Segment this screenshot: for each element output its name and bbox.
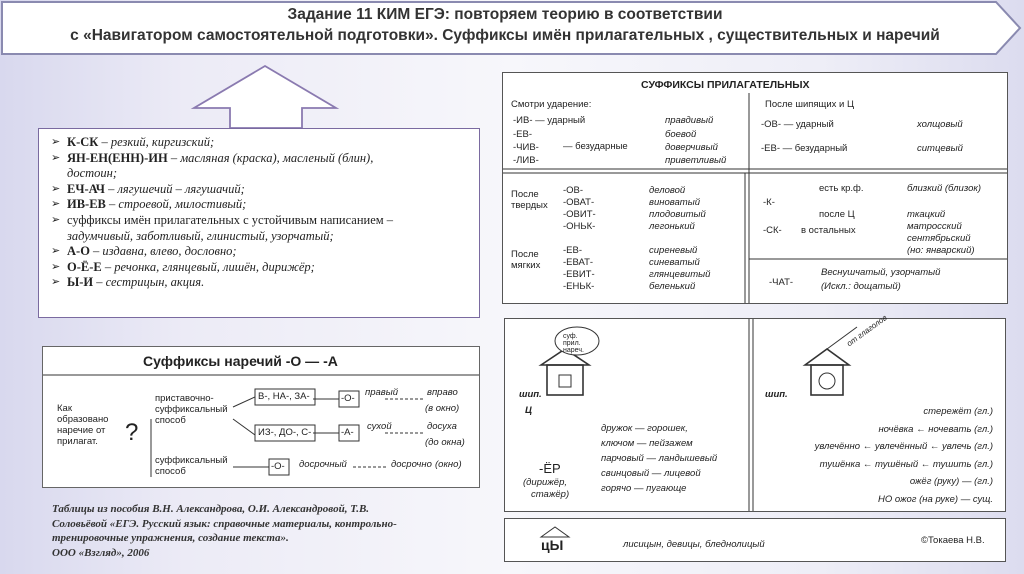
adverb-suffix3: -О- bbox=[271, 461, 285, 472]
hushing-label: шип. bbox=[519, 389, 542, 400]
adjective-iv: -ИВ- — ударный bbox=[513, 115, 586, 126]
adjective-k: -К- bbox=[763, 197, 775, 208]
adjective-soft-examples: сиреневый синеватый глянцевитый беленький bbox=[649, 245, 711, 292]
adjective-ev-unstressed: -ЕВ- — безударный bbox=[761, 143, 848, 154]
adjective-chat: -ЧАТ- bbox=[769, 277, 794, 288]
adjective-hard-examples: деловой виноватый плодовитый легонький bbox=[649, 185, 706, 232]
theory-list-box bbox=[38, 128, 480, 318]
tsy-suffix: цЫ bbox=[541, 537, 564, 553]
adjective-example: ткацкий bbox=[907, 209, 946, 220]
er-example: стажёр) bbox=[531, 489, 570, 500]
adjective-ov: -ОВ- — ударный bbox=[761, 119, 834, 130]
adverb-example1b: вправо bbox=[427, 387, 458, 398]
adverb-prefixes2: ИЗ-, ДО-, С- bbox=[258, 427, 312, 438]
source-citation: Таблицы из пособия В.Н. Александрова, О.И. Александровой, Т.В. Соловьёвой «ЕГЭ. Русский язык: справочные материалы, контрольно- тренировочные упражнения, создание текста». ООО «Взгляд», 2006 bbox=[52, 503, 397, 559]
adverb-title: Суффиксы наречий -О — -А bbox=[143, 353, 338, 369]
adverb-example3c: (окно) bbox=[435, 459, 462, 470]
adjective-hard-suffixes: -ОВ- -ОВАТ- -ОВИТ- -ОНЬК- bbox=[563, 185, 596, 232]
theory-item-cont: достоин; bbox=[67, 166, 118, 181]
adverb-suffix2: -А- bbox=[341, 427, 354, 438]
adjective-unstressed: — безударные bbox=[563, 141, 628, 152]
adjective-after-soft: После мягких bbox=[511, 249, 541, 271]
adjective-stress-note: Смотри ударение: bbox=[511, 99, 592, 110]
adverb-example1a: правый bbox=[365, 387, 399, 398]
adjective-example: холщовый bbox=[917, 119, 963, 130]
adjective-after-hushing: После шипящих и Ц bbox=[765, 99, 855, 110]
adjective-liv: -ЛИВ- bbox=[513, 155, 539, 166]
adverb-example1c: (в окно) bbox=[425, 403, 460, 414]
tsy-examples: лисицын, девицы, бледнолицый bbox=[623, 539, 765, 550]
hushing-label: шип. bbox=[765, 389, 788, 400]
header-title-line2: с «Навигатором самостоятельной подготовки». Суффиксы имён прилагательных , существительных и наречий bbox=[70, 27, 940, 44]
adjective-example: ситцевый bbox=[917, 143, 963, 154]
adjective-suffix-table bbox=[502, 72, 1008, 304]
o-e-suffix-diagram bbox=[504, 313, 1006, 512]
adjective-example: приветливый bbox=[665, 155, 727, 166]
theory-item: ➢ К-СК – резкий, киргизский; bbox=[51, 135, 215, 149]
theory-item: ➢ суффиксы имён прилагательных с устойчивым написанием – bbox=[51, 212, 394, 227]
adjective-soft-suffixes: -ЕВ- -ЕВАТ- -ЕВИТ- -ЕНЬК- bbox=[563, 245, 595, 292]
adjective-example: доверчивый bbox=[665, 142, 718, 153]
adjective-example: матросский bbox=[907, 221, 962, 232]
theory-item: ➢ О-Ё-Е – речонка, глянцевый, лишён, дирижёр; bbox=[51, 259, 315, 274]
theory-item: ➢ ЕЧ-АЧ – лягушечий – лягушачий; bbox=[51, 181, 245, 196]
theory-item-cont: задумчивый, заботливый, глинистый, узорчатый; bbox=[67, 228, 334, 243]
adjective-example: (Искл.: дощатый) bbox=[821, 281, 901, 292]
adjective-example: (но: январский) bbox=[907, 245, 975, 256]
adjective-k-rule2: после Ц bbox=[819, 209, 855, 220]
adverb-suffix-box bbox=[42, 346, 480, 488]
er-example: (дирижёр, bbox=[523, 477, 568, 488]
tsy-suffix-strip bbox=[504, 518, 1006, 562]
adverb-suffix1: -О- bbox=[341, 393, 355, 404]
adjective-chiv: -ЧИВ- bbox=[513, 142, 539, 153]
verb-examples: стережёт (гл.) ночёвка ← ночевать (гл.) увлечённо ← увлечённый ← увлечь (гл.) тушёнка ← тушёный ← тушить (гл.) ожёг (руку) — (гл.) НО ожог (на руке) — сущ. bbox=[814, 406, 993, 505]
theory-item: ➢ ИВ-ЕВ – строевой, милостивый; bbox=[51, 197, 247, 212]
adverb-example2c: (до окна) bbox=[425, 437, 465, 448]
adjective-ev: -ЕВ- bbox=[513, 129, 532, 140]
o-e-pairs: дружок — горошек, ключом — пейзажем парчовый — ландышевый свинцовый — лицевой горячо — пугающе bbox=[601, 423, 718, 494]
theory-list bbox=[39, 129, 479, 291]
adjective-example: близкий (близок) bbox=[907, 183, 982, 194]
adjective-after-hard: После твердых bbox=[511, 189, 548, 211]
er-suffix: -ЁР bbox=[539, 461, 561, 476]
verb-flag-label: от глаголов bbox=[845, 313, 889, 349]
adverb-example3b: досрочно bbox=[391, 459, 432, 470]
adverb-example3a: досрочный bbox=[299, 459, 347, 470]
adjective-sk: -СК- bbox=[763, 225, 782, 236]
ts-label: Ц bbox=[525, 405, 532, 416]
header-title-line1: Задание 11 КИМ ЕГЭ: повторяем теорию в соответствии bbox=[287, 6, 723, 23]
adverb-question-mark: ? bbox=[125, 419, 139, 446]
adverb-prefixes1: В-, НА-, ЗА- bbox=[258, 391, 310, 402]
adverb-method1: приставочно-суффиксальный способ bbox=[155, 393, 228, 426]
adverb-question: Как образовано наречие от прилагат. bbox=[57, 403, 109, 447]
copyright: ©Токаева Н.В. bbox=[921, 535, 985, 546]
adverb-example2b: досуха bbox=[427, 421, 457, 432]
adjective-example: правдивый bbox=[665, 115, 714, 126]
theory-item: ➢ Ы-И – сестрицын, акция. bbox=[51, 275, 205, 290]
suffix-bubble: суф. прил. нареч. bbox=[563, 333, 584, 354]
theory-item: ➢ ЯН-ЕН(ЕНН)-ИН – масляная (краска), масленый (блин), bbox=[51, 150, 374, 165]
adjective-example: боевой bbox=[665, 129, 697, 140]
adjective-example: сентябрьский bbox=[907, 233, 971, 244]
adjective-example: Веснушчатый, узорчатый bbox=[821, 267, 941, 278]
adverb-example2a: сухой bbox=[367, 421, 392, 432]
adverb-method2: суффиксальный способ bbox=[155, 455, 228, 477]
up-arrow-icon bbox=[190, 64, 340, 130]
adjective-k-rule1: есть кр.ф. bbox=[819, 183, 864, 194]
adjective-k-rule3: в остальных bbox=[801, 225, 856, 236]
adjective-title: СУФФИКСЫ ПРИЛАГАТЕЛЬНЫХ bbox=[641, 79, 810, 91]
theory-item: ➢ А-О – издавна, влево, дословно; bbox=[51, 244, 237, 259]
